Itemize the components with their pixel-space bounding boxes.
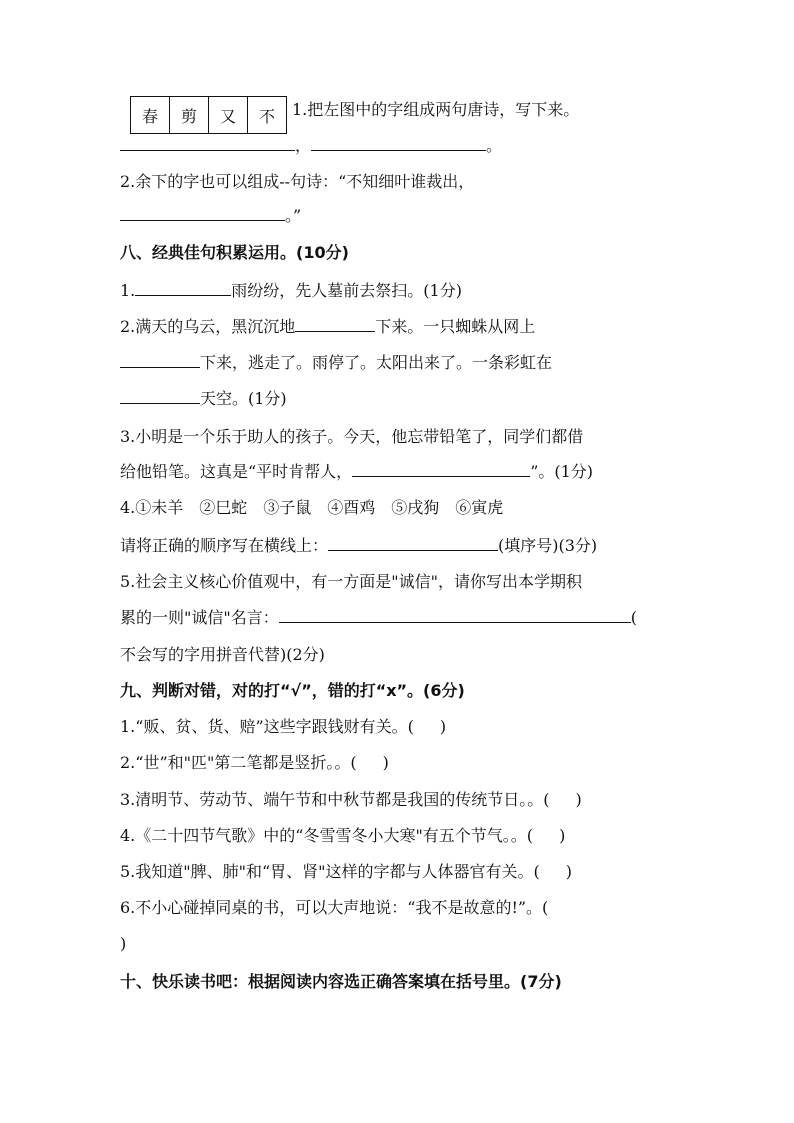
char-cell: 不 bbox=[247, 97, 286, 133]
answer-blank[interactable] bbox=[352, 462, 530, 477]
s9-item-4: 4.《二十四节气歌》中的“冬雪雪冬小大寒"有五个节气。。( ) bbox=[120, 826, 566, 845]
s8-q4-options: 4.①未羊 ②巳蛇 ③子鼠 ④酉鸡 ⑤戌狗 ⑥寅虎 bbox=[120, 498, 504, 517]
s8-q5-line1: 5.社会主义核心价值观中，有一方面是"诚信"，请你写出本学期积 bbox=[120, 572, 582, 591]
s9-item-2: 2.“世”和"匹"第二笔都是竖折。。( ) bbox=[120, 753, 389, 772]
s9-item-5: 5.我知道"脾、肺"和“胃、肾"这样的字都与人体器官有关。( ) bbox=[120, 862, 573, 881]
section-10-title: 十、快乐读书吧：根据阅读内容选正确答案填在括号里。(7分) bbox=[120, 972, 562, 991]
section-8-title: 八、经典佳句积累运用。(10分) bbox=[120, 243, 349, 262]
answer-blank[interactable] bbox=[120, 353, 200, 368]
s7-q2-answer-line: 。” bbox=[120, 206, 301, 226]
answer-blank[interactable] bbox=[295, 317, 375, 332]
s8-q1: 1. 雨纷纷，先人墓前去祭扫。(1分) bbox=[120, 281, 462, 300]
s9-item-1: 1.“贩、贫、货、赔”这些字跟钱财有关。( ) bbox=[120, 717, 447, 736]
answer-blank[interactable] bbox=[279, 608, 631, 623]
s8-q5-line3: 不会写的字用拼音代替)(2分) bbox=[120, 645, 325, 664]
s7-q1-prompt: 1.把左图中的字组成两句唐诗，写下来。 bbox=[292, 100, 580, 119]
s8-q4-answer: 请将正确的顺序写在横线上： (填序号)(3分) bbox=[120, 536, 598, 555]
s8-q3-line1: 3.小明是一个乐于助人的孩子。今天，他忘带铅笔了，同学们都借 bbox=[120, 427, 584, 446]
s8-q2-line1: 2.满天的乌云，黑沉沉地 下来。一只蜘蛛从网上 bbox=[120, 317, 536, 336]
answer-blank[interactable] bbox=[120, 389, 200, 404]
s8-q2-line2: 下来，逃走了。雨停了。太阳出来了。一条彩虹在 bbox=[120, 353, 552, 373]
s8-q2-line3: 天空。(1分) bbox=[120, 389, 287, 409]
answer-blank[interactable] bbox=[328, 536, 498, 551]
char-cell: 又 bbox=[208, 97, 247, 133]
character-grid bbox=[130, 96, 287, 134]
s7-q2-prompt: 2.余下的字也可以组成--句诗：“不知细叶谁裁出， bbox=[120, 172, 475, 191]
answer-blank[interactable] bbox=[135, 281, 231, 296]
answer-blank[interactable] bbox=[120, 206, 285, 221]
answer-blank[interactable] bbox=[311, 136, 486, 151]
section-9-title: 九、判断对错，对的打“√”，错的打“x”。(6分) bbox=[120, 681, 465, 700]
answer-blank[interactable] bbox=[120, 136, 295, 151]
s9-item-6-close: ) bbox=[120, 934, 127, 953]
s8-q3-line2: 给他铅笔。这真是“平时肯帮人， ”。(1分) bbox=[120, 462, 594, 481]
char-cell: 春 bbox=[141, 106, 158, 126]
s7-q1-answer-line: ， 。 bbox=[120, 136, 502, 156]
s8-q5-line2: 累的一则"诚信"名言： ( bbox=[120, 608, 637, 627]
s9-item-3: 3.清明节、劳动节、端午节和中秋节都是我国的传统节日。。( ) bbox=[120, 790, 582, 809]
s9-item-6: 6.不小心碰掉同桌的书，可以大声地说：“我不是故意的!”。( bbox=[120, 898, 549, 917]
char-cell: 剪 bbox=[169, 97, 208, 133]
